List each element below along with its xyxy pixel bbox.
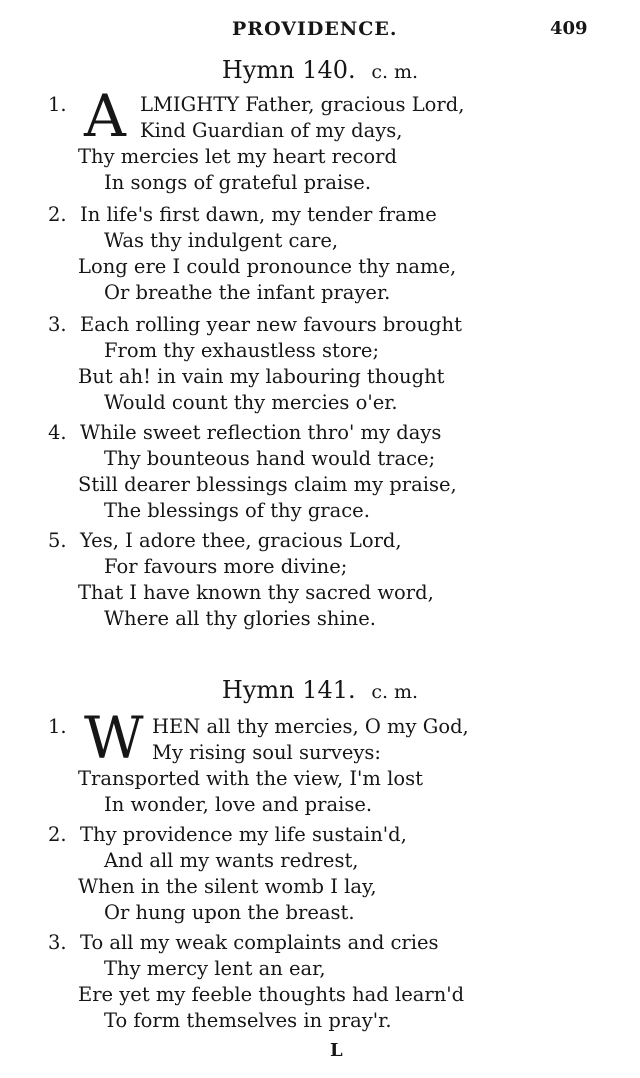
stanza-number: 3. xyxy=(48,313,67,336)
stanza-line: Would count thy mercies o'er. xyxy=(104,391,398,414)
stanza-number: 4. xyxy=(48,421,67,444)
stanza-line: Transported with the view, I'm lost xyxy=(78,767,423,790)
signature-mark: L xyxy=(330,1040,343,1061)
stanza-line: That I have known thy sacred word, xyxy=(78,581,434,604)
stanza-number: 5. xyxy=(48,529,67,552)
stanza-line: Thy mercy lent an ear, xyxy=(104,957,326,980)
stanza-line: Ere yet my feeble thoughts had learn'd xyxy=(78,983,465,1006)
stanza-line: Thy mercies let my heart record xyxy=(78,145,397,168)
stanza-line: But ah! in vain my labouring thought xyxy=(78,365,445,388)
stanza-line: Was thy indulgent care, xyxy=(104,229,339,252)
stanza-line: To form themselves in pray'r. xyxy=(104,1009,392,1032)
stanza-line: My rising soul surveys: xyxy=(152,741,382,764)
stanza-line: HEN all thy mercies, O my God, xyxy=(152,715,469,738)
stanza-line: And all my wants redrest, xyxy=(104,849,359,872)
stanza-number: 3. xyxy=(48,931,67,954)
hymn-title-text: Hymn 141. xyxy=(221,676,356,704)
page-number: 409 xyxy=(550,18,588,39)
stanza-line: Or breathe the infant prayer. xyxy=(104,281,391,304)
hymn-meter: c. m. xyxy=(371,61,419,83)
drop-cap: A xyxy=(84,82,126,150)
stanza-line: Still dearer blessings claim my praise, xyxy=(78,473,457,496)
stanza-line: Thy bounteous hand would trace; xyxy=(104,447,436,470)
stanza-line: When in the silent womb I lay, xyxy=(78,875,377,898)
hymn-meter: c. m. xyxy=(371,681,419,703)
stanza-line: For favours more divine; xyxy=(104,555,348,578)
stanza-line: To all my weak complaints and cries xyxy=(80,931,439,954)
hymn-140-title xyxy=(0,56,640,84)
stanza-line: From thy exhaustless store; xyxy=(104,339,380,362)
drop-cap: W xyxy=(84,704,144,772)
stanza-line: Each rolling year new favours brought xyxy=(80,313,462,336)
stanza-number: 2. xyxy=(48,203,67,226)
stanza-line: In life's first dawn, my tender frame xyxy=(80,203,437,226)
stanza-line: Kind Guardian of my days, xyxy=(140,119,403,142)
hymn-141-title xyxy=(0,676,640,704)
section-title: PROVIDENCE. xyxy=(232,18,398,40)
stanza-line: LMIGHTY Father, gracious Lord, xyxy=(140,93,465,116)
stanza-line: Yes, I adore thee, gracious Lord, xyxy=(80,529,402,552)
stanza-line: The blessings of thy grace. xyxy=(104,499,370,522)
stanza-number: 2. xyxy=(48,823,67,846)
hymn-title-text: Hymn 140. xyxy=(221,56,356,84)
stanza-number: 1. xyxy=(48,93,67,116)
stanza-line: Or hung upon the breast. xyxy=(104,901,355,924)
running-head xyxy=(0,18,640,48)
stanza-line: In wonder, love and praise. xyxy=(104,793,373,816)
stanza-line: Long ere I could pronounce thy name, xyxy=(78,255,457,278)
stanza-line: Thy providence my life sustain'd, xyxy=(80,823,407,846)
stanza-number: 1. xyxy=(48,715,67,738)
stanza-line: While sweet reflection thro' my days xyxy=(80,421,442,444)
stanza-line: In songs of grateful praise. xyxy=(104,171,372,194)
stanza-line: Where all thy glories shine. xyxy=(104,607,376,630)
